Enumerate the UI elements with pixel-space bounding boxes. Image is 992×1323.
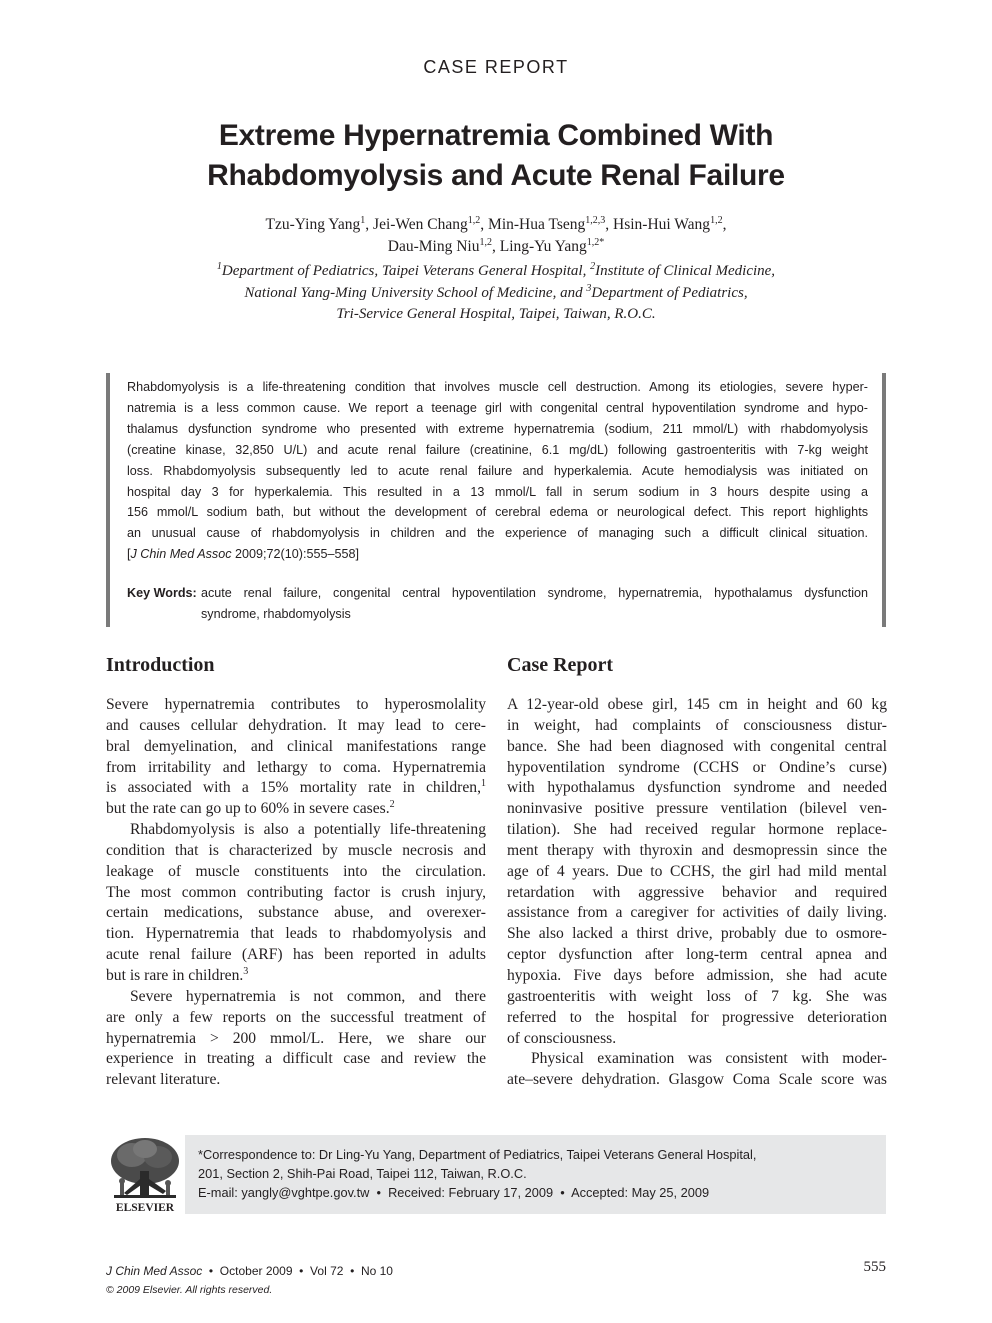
author-affil-sup: 1 <box>360 215 366 226</box>
text-line: tion. Hypernatremia that leads to rhabdomyolysis and <box>106 925 486 943</box>
author-line <box>96 214 896 236</box>
page-number: 555 <box>863 1259 886 1275</box>
affil-text: Institute of Clinical Medicine, <box>595 263 776 279</box>
text-line: Severe hypernatremia is not common, and there <box>130 987 486 1005</box>
reference-sup: 3 <box>243 965 249 977</box>
text-line: hypoxia. Five days before admission, she had acute <box>507 966 887 984</box>
footer-issue-line <box>106 1262 393 1281</box>
section-label: CASE REPORT <box>423 57 569 77</box>
footer-copyright: © 2009 Elsevier. All rights reserved. <box>106 1284 273 1296</box>
text-line: in weight, had complaints of consciousness distur- <box>507 716 887 734</box>
keywords-label: Key Words: <box>127 586 197 600</box>
author-name: Hsin-Hui Wang <box>613 216 711 233</box>
affiliation-line: Tri-Service General Hospital, Taipei, Taiwan, R.O.C. <box>336 306 656 322</box>
introduction-body <box>106 695 486 1091</box>
abstract-text <box>127 377 868 565</box>
text-line: tilation). She had received regular hormone replace- <box>507 821 887 839</box>
text-line: ceptor dysfunction after long-term central apnea and <box>507 946 887 964</box>
affiliation-line <box>96 283 896 305</box>
affiliation-line <box>96 261 896 283</box>
abstract-line: an unusual cause of rhabdomyolysis in children and the experience of managing such a difficult clinical situation. <box>127 526 868 541</box>
case-report-body <box>507 695 887 1091</box>
author-affil-sup: 1,2 <box>479 237 492 248</box>
text-line: Rhabdomyolysis is also a potentially life-threatening <box>130 821 486 839</box>
keywords-line: syndrome, rhabdomyolysis <box>201 606 351 621</box>
keywords-text <box>201 583 868 625</box>
abstract-box <box>106 373 886 627</box>
text-line: A 12-year-old obese girl, 145 cm in height and 60 kg <box>507 696 887 713</box>
correspondence-line: *Correspondence to: Dr Ling-Yu Yang, Department of Pediatrics, Taipei Veterans General Hospital, <box>198 1147 757 1162</box>
text-line: retardation with aggressive behavior and required <box>507 883 887 901</box>
abstract-line: loss. Rhabdomyolysis subsequently led to acute renal failure and hyperkalemia. Acute hemodialysis was initiated on <box>127 463 868 478</box>
citation-bracket: [ <box>127 547 131 562</box>
reference-sup: 2 <box>389 799 395 811</box>
text-line: with hypothalamus dysfunction syndrome and needed <box>507 779 887 797</box>
text-line: noninvasive positive pressure ventilation (bilevel ven- <box>507 800 887 818</box>
abstract-line: natremia is a less common cause. We report a teenage girl with congenital central hypoventilation syndrome and hypo- <box>127 400 868 415</box>
author-sep: , <box>605 216 613 233</box>
footer-journal: J Chin Med Assoc <box>106 1264 203 1278</box>
text-line: Physical examination was consistent with moder- <box>531 1050 887 1068</box>
correspondence-text <box>198 1145 756 1202</box>
text-line <box>106 966 486 987</box>
text-run: but is rare in children. <box>106 966 244 984</box>
correspondence-line: E-mail: yangly@vghtpe.gov.tw • Received: February 17, 2009 • Accepted: May 25, 2009 <box>198 1185 710 1200</box>
text-line: of consciousness. <box>507 1029 617 1047</box>
elsevier-logo-text: ELSEVIER <box>115 1202 175 1214</box>
elsevier-tree-icon <box>106 1135 184 1214</box>
author-name: Min-Hua Tseng <box>488 216 586 233</box>
keywords-line: acute renal failure, congenital central hypoventilation syndrome, hypernatremia, hypothalamus dysfunction <box>201 586 868 600</box>
text-line: hypernatremia > 200 mmol/L. Here, we share our <box>106 1029 486 1047</box>
text-line: The most common contributing factor is crush injury, <box>106 883 486 901</box>
text-line: condition that is characterized by muscle necrosis and <box>106 841 486 859</box>
text-line: leakage of muscle constituents into the circulation. <box>106 862 486 880</box>
text-line: bance. She had been diagnosed with congenital central <box>507 737 887 755</box>
title-line: Extreme Hypernatremia Combined With <box>218 119 774 152</box>
text-line: age of 4 years. Due to CCHS, the girl had mild mental <box>507 862 887 880</box>
footer-issue: • October 2009 • Vol 72 • No 10 <box>202 1264 393 1278</box>
affiliations <box>96 261 896 326</box>
case-report-column <box>507 652 887 1091</box>
author-name: Tzu-Ying Yang <box>265 216 361 233</box>
text-line: and causes cellular dehydration. It may lead to cere- <box>106 716 486 734</box>
text-line: acute renal failure (ARF) has been reported in adults <box>106 946 486 964</box>
text-line: assistance from a caregiver for activities of daily living. <box>507 904 887 922</box>
abstract-citation <box>127 544 868 565</box>
case-report-heading: Case Report <box>507 654 614 676</box>
author-name: Jei-Wen Chang <box>373 216 468 233</box>
introduction-column <box>106 652 486 1091</box>
article-title <box>96 116 896 196</box>
text-line: hypoventilation syndrome (CCHS or Ondine’s curse) <box>507 758 887 776</box>
author-name: Ling-Yu Yang <box>499 238 587 255</box>
text-line: relevant literature. <box>106 1071 221 1089</box>
author-sep: , <box>722 216 727 233</box>
author-line <box>96 236 896 258</box>
author-sep: , <box>365 216 374 233</box>
author-affil-sup: 1,2 <box>710 215 723 226</box>
text-line: ment therapy with thyroxin and desmopressin since the <box>507 841 887 859</box>
abstract-line: hospital day 3 for hyperkalemia. This resulted in a 13 mmol/L fall in serum sodium in 3 hours despite using a <box>127 484 868 499</box>
text-line: referred to the hospital for progressive deterioration <box>507 1008 887 1026</box>
citation-details: 2009;72(10):555–558] <box>231 547 359 562</box>
abstract-line: 156 mmol/L sodium bath, but without the development of cerebral edema or neurological defect. This report highlights <box>127 505 868 520</box>
abstract-line: (creatine kinase, 32,850 U/L) and acute renal failure (creatinine, 6.1 mg/dL) following gastroenteritis with 7-kg weight <box>127 442 868 457</box>
text-line: experience in treating a difficult case and review the <box>106 1050 486 1068</box>
affil-text: Department of Pediatrics, Taipei Veterans General Hospital, <box>221 263 591 279</box>
correspondence-box <box>106 1135 886 1214</box>
author-affil-sup: 1,2,3 <box>585 215 606 226</box>
author-sep: , <box>480 216 489 233</box>
abstract-line: thalamus dysfunction syndrome who presented with extreme hypernatremia (sodium, 211 mmol/L) with rhabdomyolysis <box>127 421 868 436</box>
author-affil-sup: 1,2* <box>586 237 605 248</box>
affil-text: National Yang-Ming University School of Medicine, and <box>244 284 587 301</box>
correspondence-panel <box>185 1135 886 1214</box>
author-name: Dau-Ming Niu <box>387 238 480 255</box>
text-line <box>106 799 486 820</box>
affil-sup: 2 <box>590 261 596 272</box>
text-line: are only a few reports on the successful treatment of <box>106 1008 486 1026</box>
text-run: but the rate can go up to 60% in severe cases. <box>106 800 390 818</box>
affil-sup: 1 <box>216 261 222 272</box>
correspondence-line: 201, Section 2, Shih-Pai Road, Taipei 112, Taiwan, R.O.C. <box>198 1166 527 1181</box>
reference-sup: 1 <box>481 778 486 790</box>
text-run: is associated with a 15% mortality rate in children, <box>106 779 481 797</box>
affil-text: Department of Pediatrics, <box>591 284 748 301</box>
introduction-heading: Introduction <box>106 654 215 676</box>
elsevier-logo <box>106 1135 184 1214</box>
text-line: She also lacked a thirst drive, probably due to osmore- <box>507 925 887 943</box>
title-line: Rhabdomyolysis and Acute Renal Failure <box>207 159 785 192</box>
text-line: certain medications, substance abuse, and overexer- <box>106 904 486 922</box>
abstract-line: Rhabdomyolysis is a life-threatening condition that involves muscle cell destruction. Among its etiologies, severe hyper- <box>127 380 868 394</box>
text-line: from irritability and lethargy to coma. Hypernatremia <box>106 758 486 776</box>
author-affil-sup: 1,2 <box>467 215 481 226</box>
text-line: gastroenteritis with weight loss of 7 kg. She was <box>507 987 887 1005</box>
citation-journal: J Chin Med Assoc <box>130 547 232 562</box>
affil-sup: 3 <box>586 282 592 294</box>
text-line: ate–severe dehydration. Glasgow Coma Scale score was <box>507 1071 887 1089</box>
text-line <box>106 778 486 799</box>
text-line: Severe hypernatremia contributes to hyperosmolality <box>106 696 486 713</box>
author-list <box>96 214 896 258</box>
author-sep: , <box>491 238 500 255</box>
text-line: bral demyelination, and clinical manifestations range <box>106 737 486 755</box>
footer-journal-info <box>106 1262 393 1300</box>
